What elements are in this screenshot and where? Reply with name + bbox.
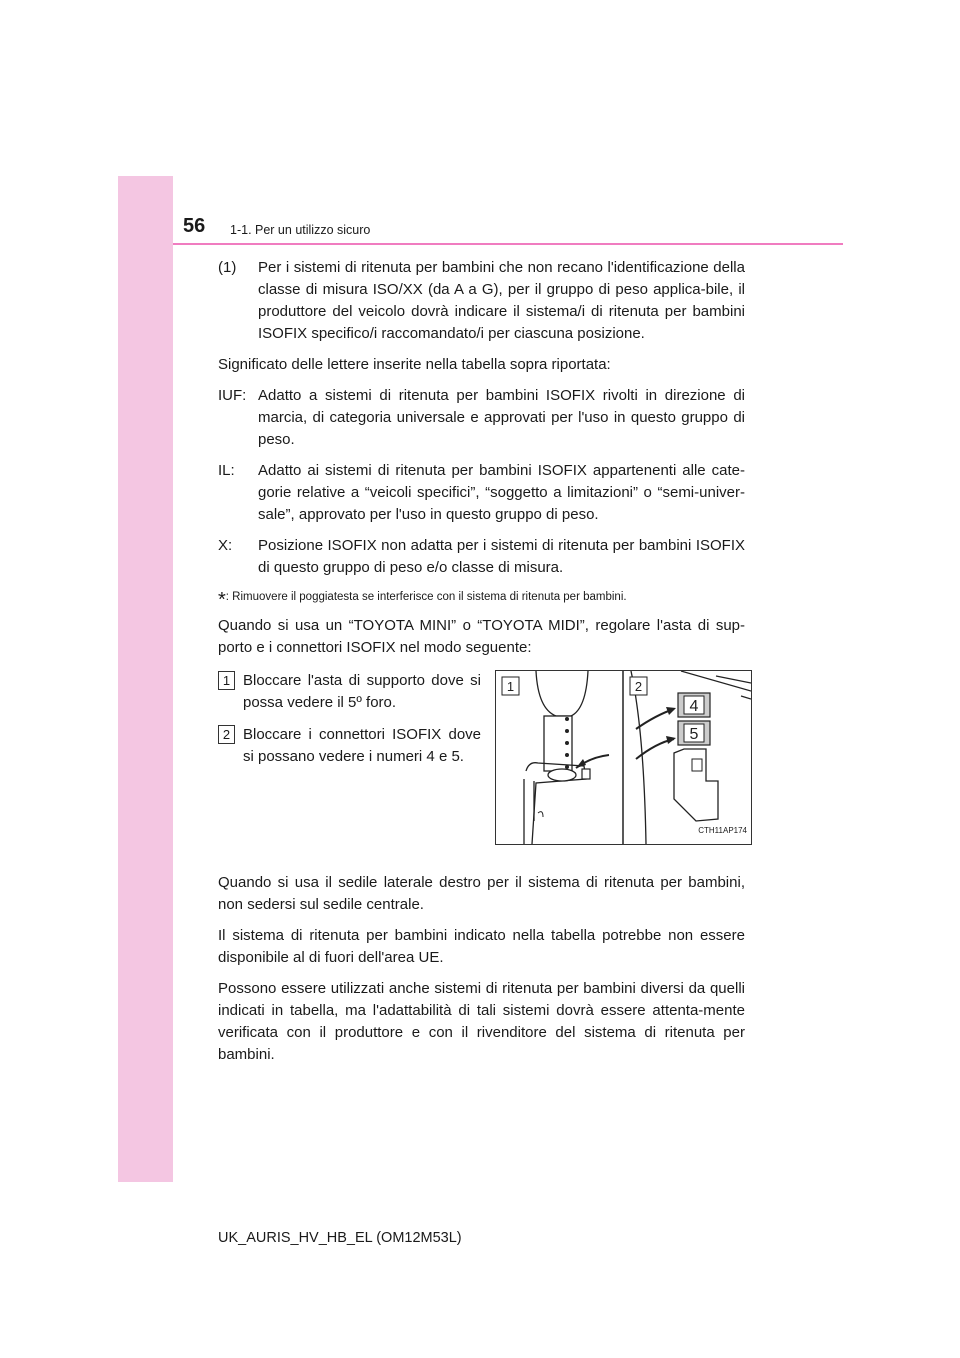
legend-item-x [218, 535, 745, 579]
isofix-illustration [495, 670, 752, 845]
legend-term: X: [218, 537, 233, 554]
steps-block [218, 668, 745, 868]
toyota-intro: Quando si usa un “TOYOTA MINI” o “TOYOTA MIDI”, regolare l'asta di sup-porto e i connettori ISOFIX nel modo seguente: [218, 617, 745, 656]
section-title: 1-1. Per un utilizzo sicuro [230, 223, 371, 237]
paragraph: Possono essere utilizzati anche sistemi di ritenuta per bambini diversi da quelli indicati in tabella, ma l'adattabilità di tali sistemi dovrà essere attenta-mente verificata con il produttore e con il rivenditore del sistema di ritenuta per bambini. [218, 980, 745, 1063]
step-text: Bloccare i connettori ISOFIX dove si possano vedere i numeri 4 e 5. [243, 726, 481, 765]
figure-code: CTH11AP174 [698, 826, 747, 835]
asterisk-note [218, 588, 745, 609]
step-number-badge: 1 [218, 671, 235, 690]
legend-intro: Significato delle lettere inserite nella tabella sopra riportata: [218, 356, 611, 373]
callout-2-label: 2 [634, 679, 643, 694]
legend-text: Adatto a sistemi di ritenuta per bambini ISOFIX rivolti in direzione di marcia, di categoria universale e approvati per l'uso in questo gruppo di peso. [258, 387, 745, 448]
footer-model-code: UK_AURIS_HV_HB_EL (OM12M53L) [218, 1230, 462, 1246]
note-1-text: Per i sistemi di ritenuta per bambini che non recano l'identificazione della classe di misura ISO/XX (da A a G), per il gruppo di peso applica-bile, il produttore del veicolo dovrà indicare il sistema/i di ritenuta per bambini ISOFIX specifico/i raccomandato/i per ciascuna posizione. [258, 259, 745, 342]
paragraph: Il sistema di ritenuta per bambini indicato nella tabella potrebbe non essere disponibile al di fuori dell'area UE. [218, 927, 745, 966]
asterisk-icon: * [218, 589, 226, 611]
step-number-badge: 2 [218, 725, 235, 744]
step-2 [218, 724, 481, 768]
step-text: Bloccare l'asta di supporto dove si possa vedere il 5º foro. [243, 672, 481, 711]
legend-text: Adatto ai sistemi di ritenuta per bambini ISOFIX appartenenti alle cate-gorie relative a “veicoli specifici”, “soggetto a limitazioni” o “semi-univer-sale”, approvato per l'uso in questo gruppo di peso. [258, 462, 745, 523]
legend-item-il [218, 460, 745, 526]
page-number: 56 [183, 215, 206, 237]
header-rule [173, 243, 843, 245]
asterisk-note-text: : Rimuovere il poggiatesta se interferisce con il sistema di ritenuta per bambini. [225, 591, 627, 603]
legend-item-iuf [218, 385, 745, 451]
main-content [218, 257, 745, 1075]
paragraph: Quando si usa il sedile laterale destro per il sistema di ritenuta per bambini, non sedersi sul sedile centrale. [218, 874, 745, 913]
note-1 [218, 257, 745, 345]
connector-number-4: 4 [689, 698, 699, 715]
callout-1-label: 1 [506, 679, 515, 694]
isofix-illustration-drawing [496, 671, 751, 844]
side-color-band [118, 176, 173, 1182]
legend-text: Posizione ISOFIX non adatta per i sistemi di ritenuta per bambini ISOFIX di questo gruppo di peso e/o classe di misura. [258, 537, 745, 576]
note-1-term: (1) [218, 259, 237, 276]
legend-term: IL: [218, 462, 235, 479]
legend-term: IUF: [218, 387, 247, 404]
step-1 [218, 670, 481, 714]
connector-number-5: 5 [689, 726, 699, 743]
